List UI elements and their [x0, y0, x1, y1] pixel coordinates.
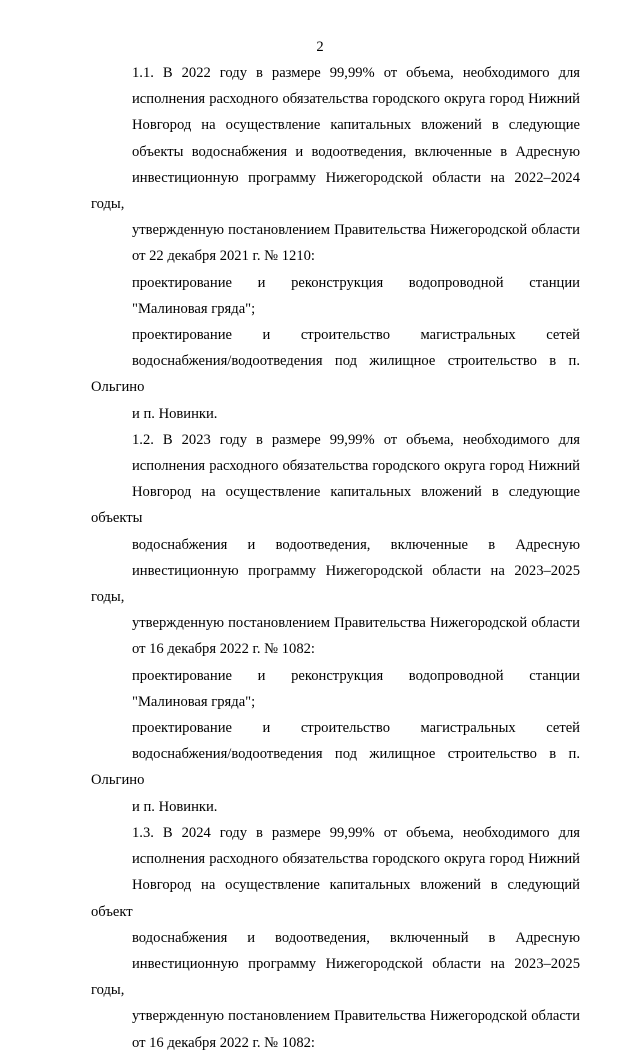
text-line: Новгород на осуществление капитальных вложений в следующие — [132, 117, 580, 134]
text-line: и п. Новинки. — [132, 798, 218, 815]
document-body — [91, 60, 580, 1056]
text-line: от 16 декабря 2022 г. № 1082: — [132, 641, 315, 658]
list-item — [91, 663, 580, 715]
text-line: проектирование и реконструкция водопроводной станции — [132, 667, 580, 684]
text-line: водоснабжения и водоотведения, включенный в Адресную — [132, 929, 580, 946]
text-line: исполнения расходного обязательства городского округа город Нижний — [132, 458, 580, 475]
text-line: Новгород на осуществление капитальных вложений в следующие объекты — [91, 484, 580, 527]
text-line: проектирование и строительство магистральных сетей — [132, 327, 580, 344]
text-line: утвержденную постановлением Правительства Нижегородской области — [132, 615, 580, 632]
paragraph-1-2 — [91, 427, 580, 663]
text-line: от 16 декабря 2022 г. № 1082: — [132, 1034, 315, 1051]
text-line: исполнения расходного обязательства городского округа город Нижний — [132, 91, 580, 108]
page-number: 2 — [316, 39, 324, 55]
text-line: водоснабжения и водоотведения, включенные в Адресную — [132, 536, 580, 553]
text-line: "Малиновая гряда"; — [132, 693, 256, 710]
text-line: 1.1. В 2022 году в размере 99,99% от объема, необходимого для — [132, 65, 580, 81]
text-line: проектирование и строительство магистральных сетей — [132, 720, 580, 737]
text-line: и п. Новинки. — [132, 405, 218, 422]
text-line: утвержденную постановлением Правительства Нижегородской области — [132, 222, 580, 239]
text-line: Новгород на осуществление капитальных вложений в следующий объект — [91, 877, 580, 920]
text-line: водоснабжения/водоотведения под жилищное строительство в п. Ольгино — [91, 746, 580, 789]
text-line: инвестиционную программу Нижегородской области на 2023–2025 годы, — [91, 955, 580, 999]
text-line: объекты водоснабжения и водоотведения, включенные в Адресную — [132, 143, 580, 160]
text-line: от 22 декабря 2021 г. № 1210: — [132, 248, 315, 265]
text-line: инвестиционную программу Нижегородской области на 2022–2024 годы, — [91, 169, 580, 213]
text-line: утвержденную постановлением Правительства Нижегородской области — [132, 1008, 580, 1025]
paragraph-1-3 — [91, 820, 580, 1056]
paragraph-1-1 — [91, 60, 580, 270]
text-line: проектирование и реконструкция водопроводной станции — [132, 274, 580, 291]
list-item — [91, 270, 580, 322]
list-item — [91, 322, 580, 427]
list-item — [91, 715, 580, 820]
text-line: исполнения расходного обязательства городского округа город Нижний — [132, 851, 580, 868]
text-line: 1.2. В 2023 году в размере 99,99% от объема, необходимого для — [132, 431, 580, 448]
text-line: "Малиновая гряда"; — [132, 300, 256, 317]
text-line: водоснабжения/водоотведения под жилищное строительство в п. Ольгино — [91, 353, 580, 396]
text-line: 1.3. В 2024 году в размере 99,99% от объема, необходимого для — [132, 824, 580, 841]
text-line: инвестиционную программу Нижегородской области на 2023–2025 годы, — [91, 562, 580, 606]
